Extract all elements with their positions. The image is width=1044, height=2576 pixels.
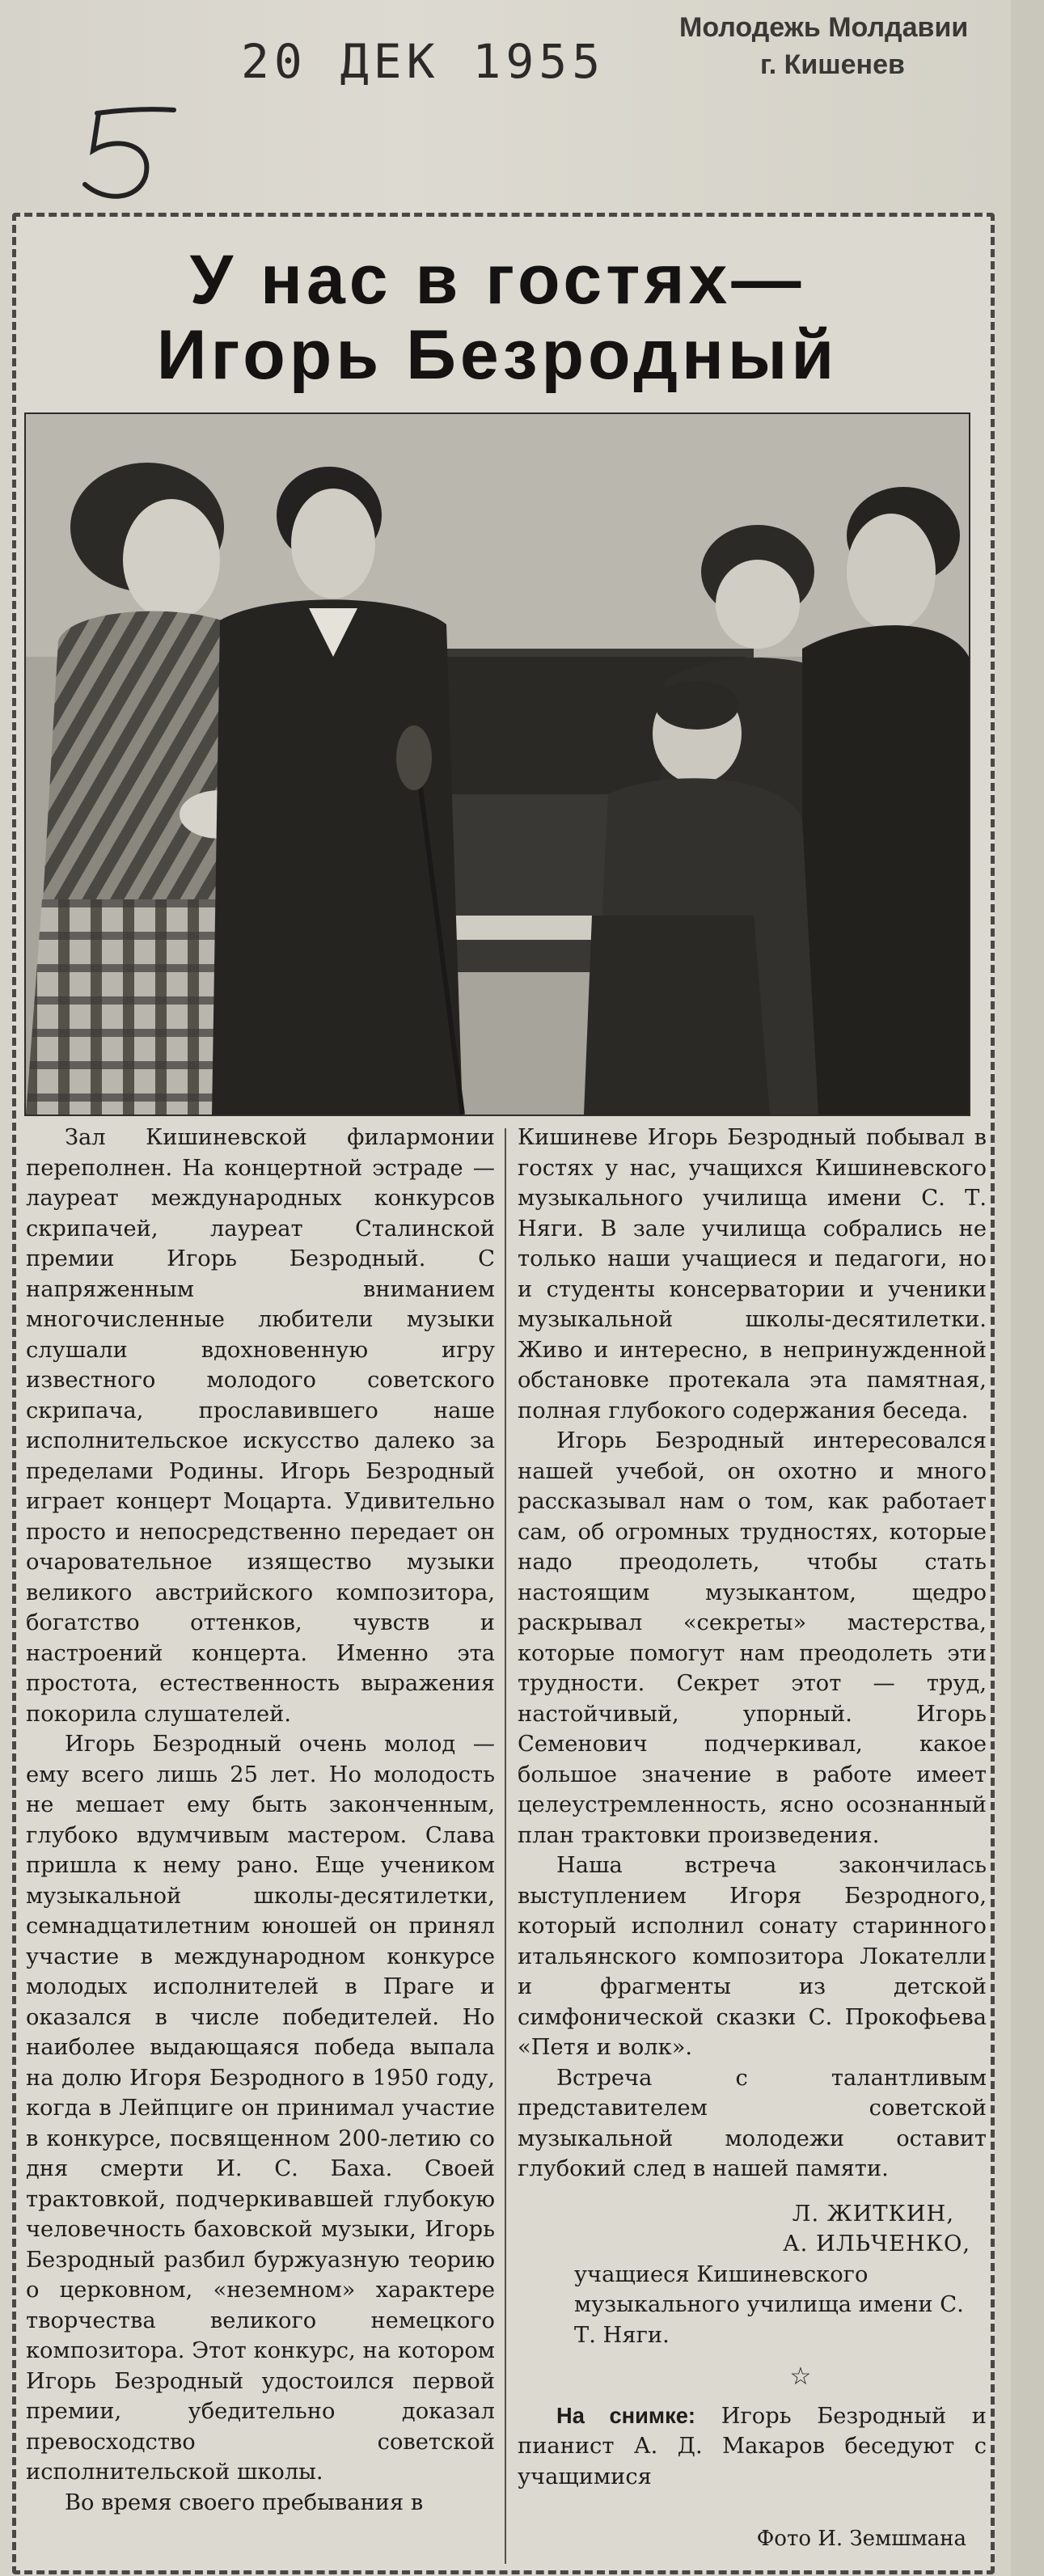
source-name: Молодежь Молдавии bbox=[679, 12, 969, 43]
author-name-1: Л. ЖИТКИН, bbox=[792, 2201, 954, 2227]
article-column-right bbox=[518, 1123, 987, 2555]
source-stamp bbox=[679, 10, 1035, 84]
photo-caption bbox=[518, 2400, 987, 2493]
photo-illustration bbox=[26, 414, 969, 1115]
paragraph: Наша встреча закончилась выступлением Игоря Безродного, который исполнил сонату старинного итальянского композитора Локателли и фрагменты из детской симфонической сказки С. Прокофьева «Петя и волк». bbox=[518, 1853, 987, 2060]
author-name-2: А. ИЛЬЧЕНКО, bbox=[782, 2231, 970, 2257]
paragraph: Кишиневе Игорь Безродный побывал в гостях у нас, учащихся Кишиневского музыкального училища имени С. Т. Няги. В зале училища собрались не только наши учащиеся и педагоги, но и студенты консерватории и ученики музыкальной школы-десятилетки. Живо и интересно, в непринужденной обстановке протекала эта памятная, полная глубокого содержания беседа. bbox=[518, 1125, 987, 1423]
paragraph: Игорь Безродный интересовался нашей учебой, он охотно и много рассказывал нам о том, как работает сам, об огромных трудностях, которые надо преодолеть, чтобы стать настоящим музыкантом, щедро раскрывал «секреты» мастерства, которые помогут нам преодолеть эти трудности. Секрет этот — труд, настойчивый, упорный. Игорь Семенович подчеркивал, какое большое значение в работе имеет целеустремленность, ясно осознанный план трактовки произведения. bbox=[518, 1428, 987, 1848]
caption-text: Игорь Безродный и пианист А. Д. Макаров беседуют с учащимися bbox=[518, 2403, 987, 2489]
paragraph: Встреча с талантливым представителем советской музыкальной молодежи оставит глубокий след в нашей памяти. bbox=[518, 2065, 987, 2181]
source-city: г. Кишенев bbox=[760, 49, 905, 80]
headline-line-2: Игорь Безродный bbox=[156, 315, 839, 394]
article-column-left bbox=[26, 1123, 495, 2518]
paragraph: Зал Кишиневской филармонии переполнен. На концертной эстраде — лауреат международных конкурсов скрипачей, лауреат Сталинской премии Игорь Безродный. С напряженным вниманием многочисленные любители музыки слушали вдохновенную игру известного молодого советского скрипача, прославившего наше исполнительское искусство далеко за пределами Родины. Игорь Безродный играет концерт Моцарта. Удивительно просто и непосредственно передает он очаровательное изящество музыки великого австрийского композитора, богатство оттенков, чувств и настроений концерта. Именно эта простота, естественность выражения покорила слушателей. bbox=[26, 1125, 495, 1727]
caption-label: На снимке: bbox=[556, 2402, 696, 2428]
date-stamp: 20 ДЕК 1955 bbox=[241, 34, 606, 89]
star-icon: ☆ bbox=[789, 2362, 812, 2391]
column-divider bbox=[505, 1128, 506, 2564]
paragraph: Игорь Безродный очень молод — ему всего лишь 25 лет. Но молодость не мешает ему быть законченным, глубоко вдумчивым мастером. Слава пришла к нему рано. Еще учеником музыкальной школы-десятилетки, семнадцатилетним юношей он принял участие в международном конкурсе молодых исполнителей в Праге и оказался в числе победителей. Но наиболее выдающаяся победа выпала на долю Игоря Безродного в 1950 году, когда в Лейпциге он принимал участие в конкурсе, посвященном 200-летию со дня смерти И. С. Баха. Своей трактовкой, подчеркивавшей глубокую человечность баховской музыки, Игорь Безродный разбил буржуазную теорию о церковном, «неземном» характере творчества великого немецкого композитора. Этот конкурс, на котором Игорь Безродный удостоился первой премии, убедительно доказал превосходство советской исполнительской школы. bbox=[26, 1732, 495, 2485]
paragraph: Во время своего пребывания в bbox=[65, 2489, 424, 2515]
photo bbox=[24, 412, 970, 1116]
author-role: учащиеся Кишиневского музыкального училища имени С. Т. Няги. bbox=[574, 2261, 964, 2348]
headline-line-1: У нас в гостях— bbox=[189, 241, 805, 319]
photo-credit: Фото И. Земшмана bbox=[756, 2527, 966, 2551]
headline bbox=[0, 243, 995, 393]
signature-block bbox=[518, 2199, 987, 2351]
handwritten-number-5 bbox=[73, 104, 186, 209]
